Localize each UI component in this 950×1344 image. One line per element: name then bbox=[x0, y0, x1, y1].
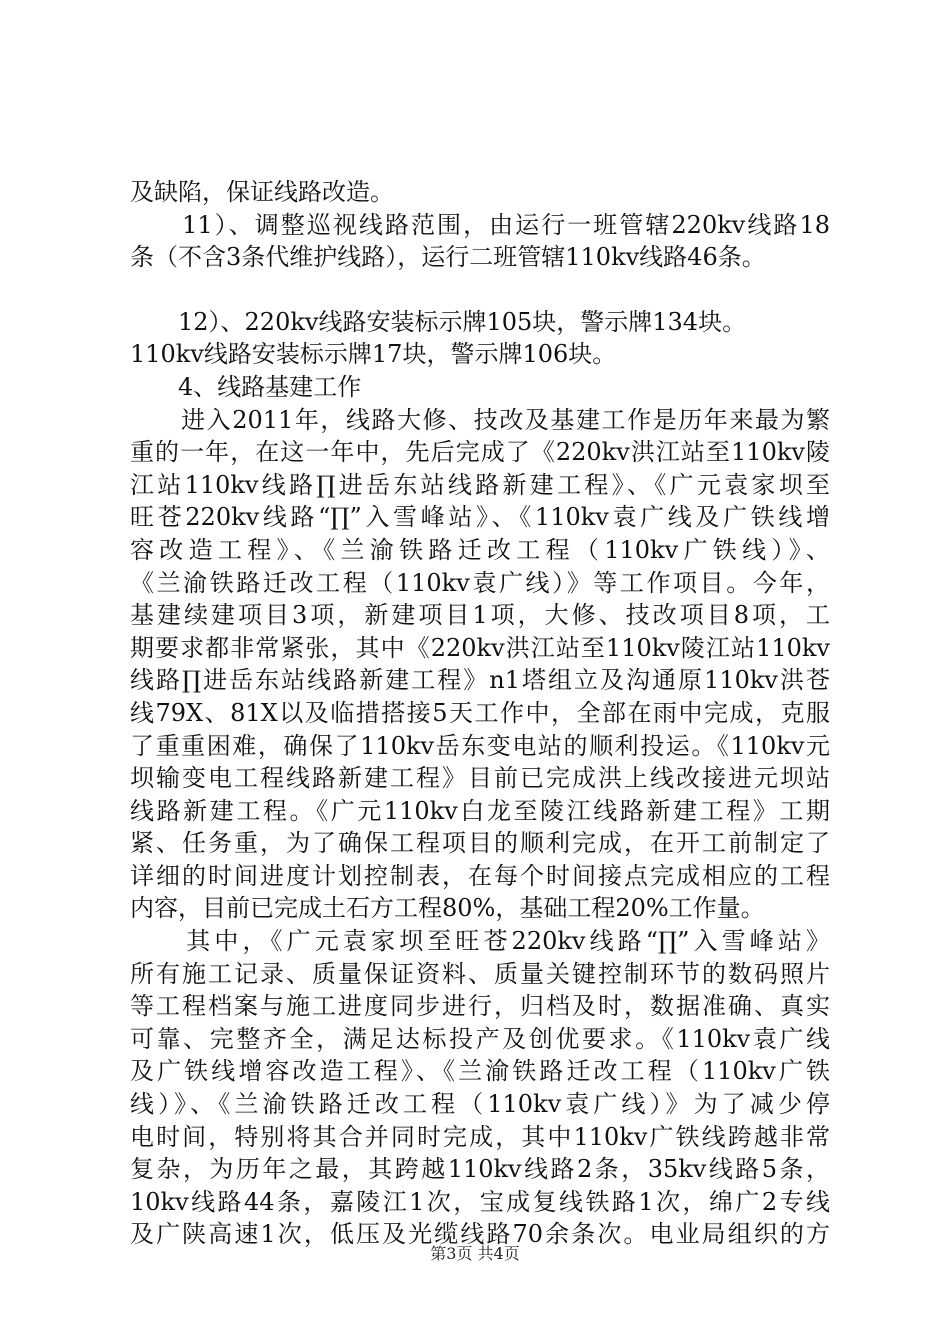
text-line: 了重重困难，确保了110kv岳东变电站的顺利投运。《110kv元 bbox=[130, 731, 830, 760]
text-line: 及广陕高速1次，低压及光缆线路70余条次。电业局组织的方 bbox=[130, 1220, 830, 1249]
text-line: 等工程档案与施工进度同步进行，归档及时，数据准确、真实 bbox=[130, 992, 830, 1021]
text-line: 10kv线路44条，嘉陵江1次，宝成复线铁路1次，绵广2专线 bbox=[130, 1187, 830, 1216]
text-line: 11）、调整巡视线路范围，由运行一班管辖220kv线路18 bbox=[130, 210, 830, 239]
text-line: 其中，《广元袁家坝至旺苍220kv线路“∏”入雪峰站》 bbox=[130, 927, 830, 956]
text-line: 线）》、《兰渝铁路迁改工程（110kv袁广线）》为了减少停 bbox=[130, 1090, 830, 1119]
text-line: 及缺陷，保证线路改造。 bbox=[130, 178, 394, 206]
page-number-footer: 第3页 共4页 bbox=[430, 1244, 520, 1263]
text-line: 电时间，特别将其合并同时完成，其中110kv广铁线跨越非常 bbox=[130, 1122, 830, 1151]
text-line: 紧、任务重，为了确保工程项目的顺利完成，在开工前制定了 bbox=[130, 829, 830, 858]
text-line: 江站110kv线路∏进岳东站线路新建工程》、《广元袁家坝至 bbox=[130, 470, 830, 499]
document-body bbox=[130, 176, 830, 1251]
text-line: 内容，目前已完成土石方工程80%，基础工程20%工作量。 bbox=[130, 894, 765, 923]
text-line: 及广铁线增容改造工程》、《兰渝铁路迁改工程（110kv广铁 bbox=[130, 1057, 830, 1086]
section-heading: 4、线路基建工作 bbox=[130, 372, 362, 401]
text-line: 进入2011年，线路大修、技改及基建工作是历年来最为繁 bbox=[130, 405, 830, 434]
text-line: 复杂，为历年之最，其跨越110kv线路2条，35kv线路5条， bbox=[130, 1155, 830, 1184]
text-line: 坝输变电工程线路新建工程》目前已完成洪上线改接进元坝站 bbox=[130, 764, 830, 793]
text-line: 可靠、完整齐全，满足达标投产及创优要求。《110kv袁广线 bbox=[130, 1024, 830, 1053]
text-line: 线79X、81X以及临措搭接5天工作中，全部在雨中完成，克服 bbox=[130, 698, 830, 727]
text-line: 容改造工程》、《兰渝铁路迁改工程（110kv广铁线）》、 bbox=[130, 535, 830, 564]
text-line: 详细的时间进度计划控制表，在每个时间接点完成相应的工程 bbox=[130, 861, 830, 890]
text-line: 条（不含3条代维护线路），运行二班管辖110kv线路46条。 bbox=[130, 243, 766, 272]
text-line: 12）、220kv线路安装标示牌105块，警示牌134块。 bbox=[130, 307, 747, 336]
text-line: 《兰渝铁路迁改工程（110kv袁广线）》等工作项目。今年， bbox=[130, 568, 830, 597]
text-line: 基建续建项目3项，新建项目1项，大修、技改项目8项，工 bbox=[130, 601, 830, 630]
text-line: 期要求都非常紧张，其中《220kv洪江站至110kv陵江站110kv bbox=[130, 633, 830, 662]
text-line: 重的一年，在这一年中，先后完成了《220kv洪江站至110kv陵 bbox=[130, 438, 830, 467]
text-line: 线路∏进岳东站线路新建工程》n1塔组立及沟通原110kv洪苍 bbox=[130, 666, 830, 695]
text-line: 110kv线路安装标示牌17块，警示牌106块。 bbox=[130, 340, 617, 369]
text-line: 旺苍220kv线路“∏”入雪峰站》、《110kv袁广线及广铁线增 bbox=[130, 503, 830, 532]
text-line: 所有施工记录、质量保证资料、质量关键控制环节的数码照片 bbox=[130, 959, 830, 988]
paragraph-gap bbox=[130, 274, 830, 306]
text-line: 线路新建工程。《广元110kv白龙至陵江线路新建工程》工期 bbox=[130, 796, 830, 825]
